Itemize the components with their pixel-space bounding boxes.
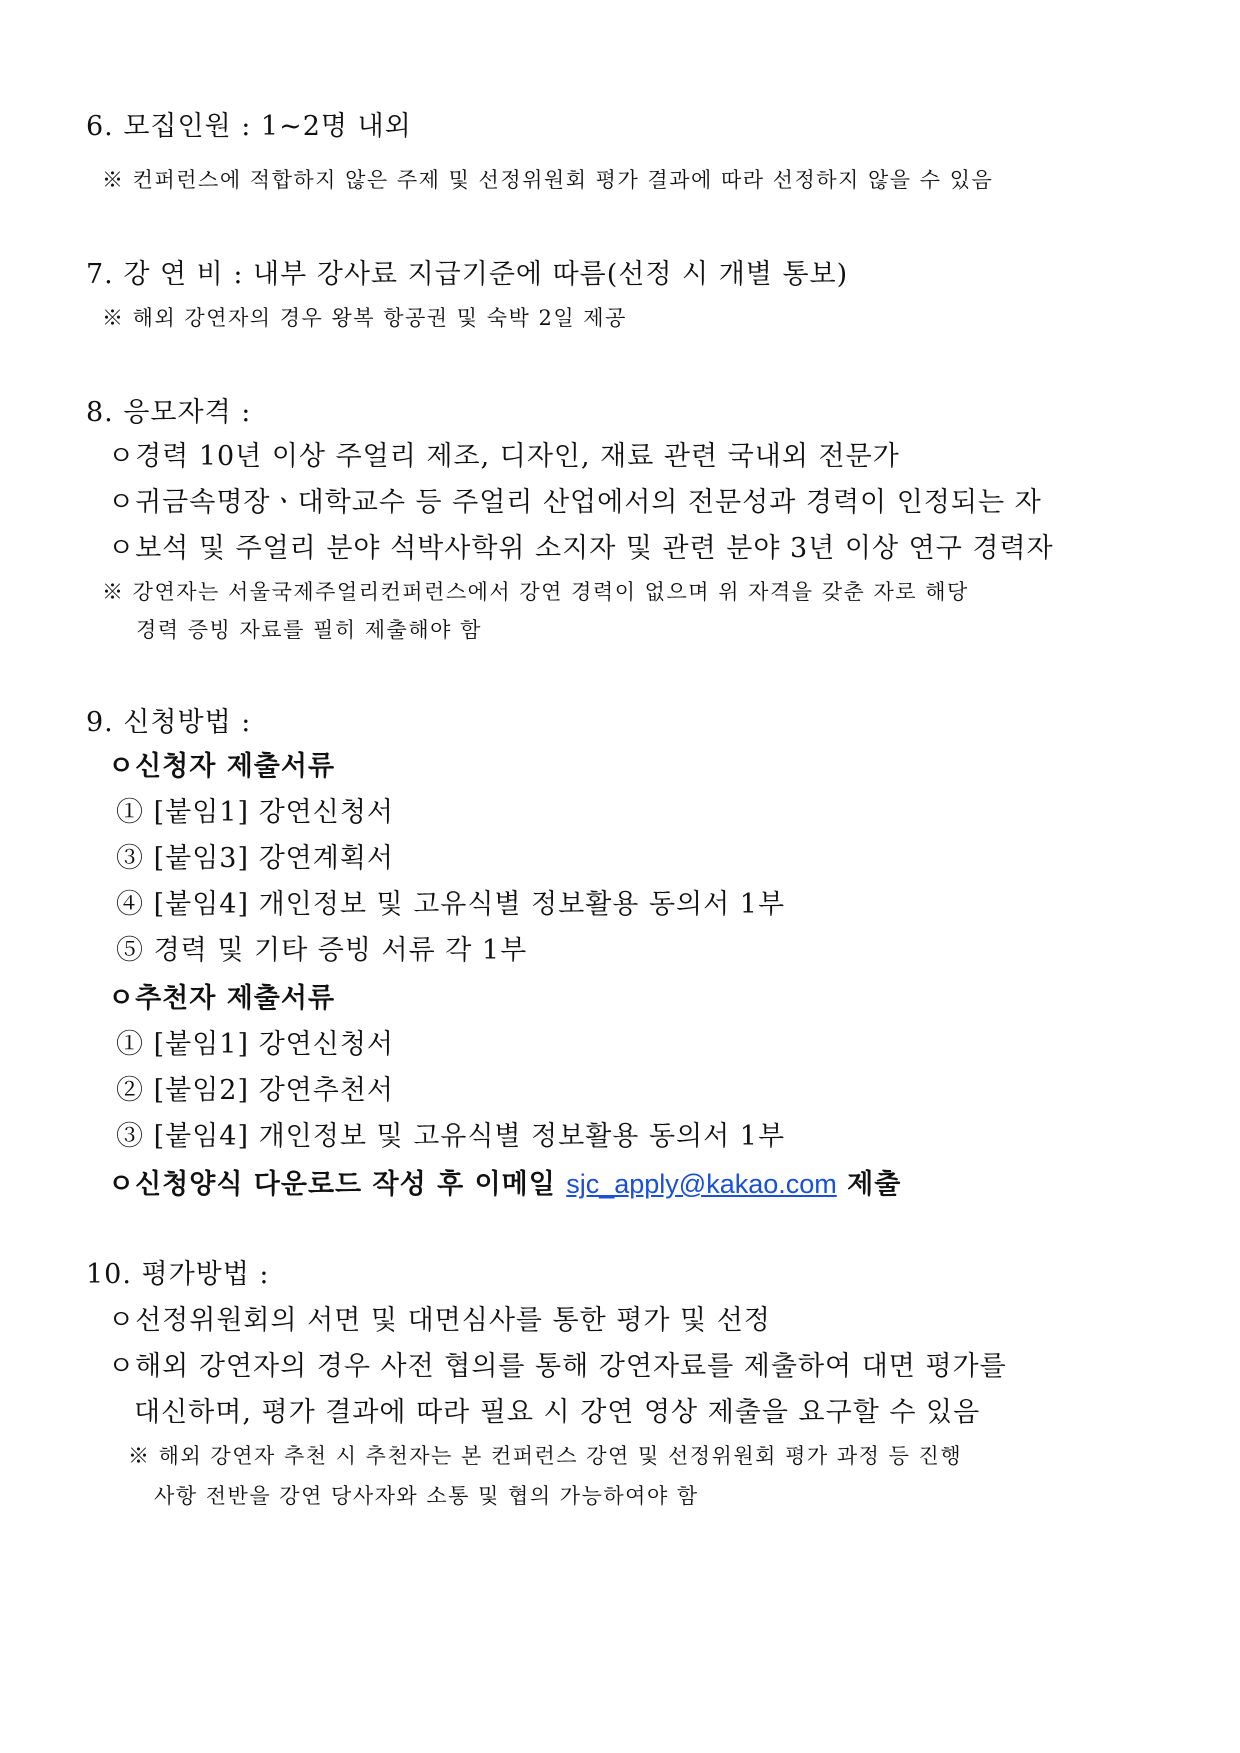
recommender-docs-heading: ㅇ추천자 제출서류 xyxy=(108,983,336,1014)
applicant-doc-item: ③ [붙임3] 강연계획서 xyxy=(116,843,394,874)
section-7-title: 7. 강 연 비 : 내부 강사료 지급기준에 따름(선정 시 개별 통보) xyxy=(86,259,849,290)
evaluation-item-cont: 대신하며, 평가 결과에 따라 필요 시 강연 영상 제출을 요구할 수 있음 xyxy=(134,1397,981,1428)
applicant-docs-heading: ㅇ신청자 제출서류 xyxy=(108,751,336,782)
section-8-note: ※ 강연자는 서울국제주얼리컨퍼런스에서 강연 경력이 없으며 위 자격을 갖춘 자로 해당 xyxy=(102,580,969,604)
recommender-doc-item: ① [붙임1] 강연신청서 xyxy=(116,1029,394,1060)
applicant-doc-item: ⑤ 경력 및 기타 증빙 서류 각 1부 xyxy=(116,935,528,966)
section-9-title: 9. 신청방법 : xyxy=(86,707,252,738)
section-10-note-cont: 사항 전반을 강연 당사자와 소통 및 협의 가능하여야 함 xyxy=(154,1484,699,1508)
qualification-item: ㅇ경력 10년 이상 주얼리 제조, 디자인, 재료 관련 국내외 전문가 xyxy=(108,441,900,472)
apply-email-link[interactable]: sjc_apply@kakao.com xyxy=(566,1169,837,1199)
section-7-note: ※ 해외 강연자의 경우 왕복 항공권 및 숙박 2일 제공 xyxy=(102,306,627,330)
applicant-doc-item: ④ [붙임4] 개인정보 및 고유식별 정보활용 동의서 1부 xyxy=(116,889,786,920)
applicant-doc-item: ① [붙임1] 강연신청서 xyxy=(116,797,394,828)
section-8-title: 8. 응모자격 : xyxy=(86,397,252,428)
section-10-note: ※ 해외 강연자 추천 시 추천자는 본 컨퍼런스 강연 및 선정위원회 평가 과정 등 진행 xyxy=(128,1444,963,1468)
submission-instruction xyxy=(108,1162,901,1201)
submission-suffix: 제출 xyxy=(836,1169,902,1200)
qualification-item: ㅇ보석 및 주얼리 분야 석박사학위 소지자 및 관련 분야 3년 이상 연구 경력자 xyxy=(108,533,1054,564)
evaluation-item: ㅇ해외 강연자의 경우 사전 협의를 통해 강연자료를 제출하여 대면 평가를 xyxy=(108,1351,1007,1382)
recommender-doc-item: ② [붙임2] 강연추천서 xyxy=(116,1075,394,1106)
qualification-item: ㅇ귀금속명장ㆍ대학교수 등 주얼리 산업에서의 전문성과 경력이 인정되는 자 xyxy=(108,487,1042,518)
section-10-title: 10. 평가방법 : xyxy=(86,1259,270,1290)
recommender-doc-item: ③ [붙임4] 개인정보 및 고유식별 정보활용 동의서 1부 xyxy=(116,1121,786,1152)
submission-prefix: ㅇ신청양식 다운로드 작성 후 이메일 xyxy=(108,1169,567,1200)
evaluation-item: ㅇ선정위원회의 서면 및 대면심사를 통한 평가 및 선정 xyxy=(108,1305,771,1336)
section-6-note: ※ 컨퍼런스에 적합하지 않은 주제 및 선정위원회 평가 결과에 따라 선정하지 않을 수 있음 xyxy=(102,168,994,192)
section-8-note-cont: 경력 증빙 자료를 필히 제출해야 함 xyxy=(136,618,482,642)
section-6-title: 6. 모집인원 : 1~2명 내외 xyxy=(86,111,412,142)
